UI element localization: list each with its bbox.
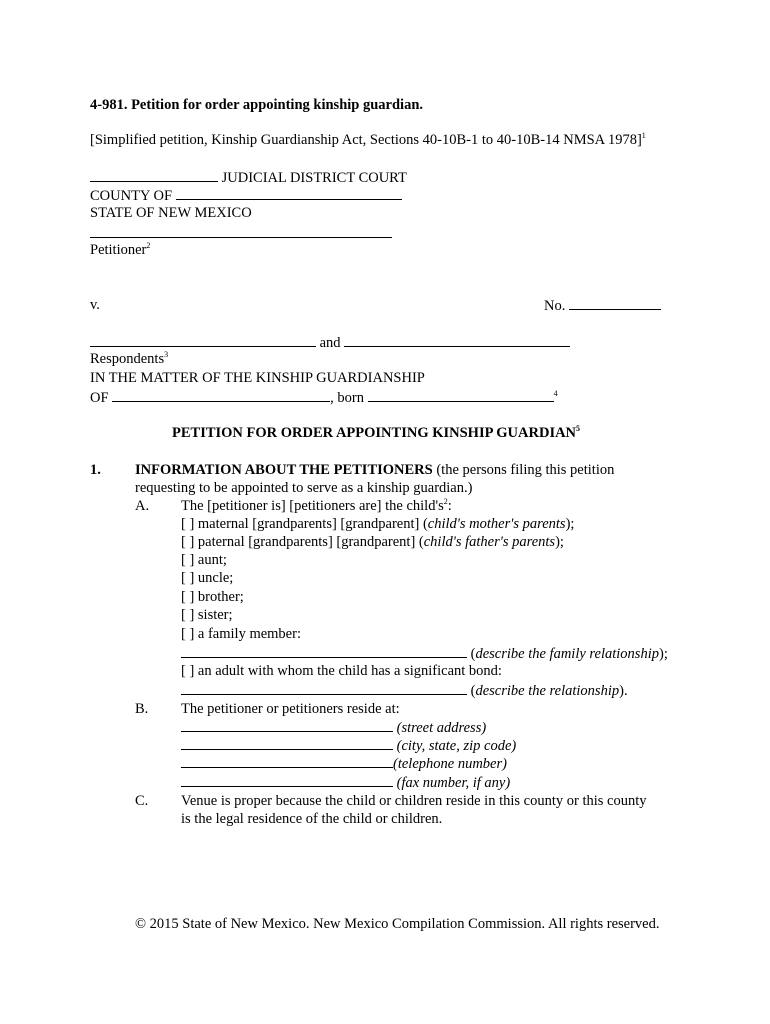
section-1-number: 1.: [90, 462, 101, 478]
street-address-blank[interactable]: [181, 718, 393, 732]
respondent-1-blank[interactable]: [90, 333, 316, 347]
versus: v.: [90, 297, 100, 313]
family-relationship-blank[interactable]: [181, 644, 467, 658]
footnote-ref: 1: [641, 131, 646, 140]
petition-title: PETITION FOR ORDER APPOINTING KINSHIP GUARDIAN$^5$: [172, 424, 581, 441]
county-line: COUNTY OF: [90, 186, 402, 205]
matter-line: IN THE MATTER OF THE KINSHIP GUARDIANSHIP: [90, 370, 425, 386]
copyright-footer: © 2015 State of New Mexico. New Mexico Compilation Commission. All rights reserved.: [135, 916, 660, 932]
petitioner-label: Petitioner$^2$: [90, 241, 151, 258]
fax-blank[interactable]: [181, 773, 393, 787]
section-1-description: requesting to be appointed to serve as a kinship guardian.): [135, 480, 473, 496]
item-b-letter: B.: [135, 701, 149, 717]
item-b-text: The petitioner or petitioners reside at:: [181, 701, 400, 717]
respondents-label: Respondents$^3$: [90, 350, 169, 367]
fax-line: (fax number, if any): [181, 773, 510, 792]
item-c-text: Venue is proper because the child or children reside in this county or this county: [181, 793, 647, 809]
case-number-line: No.: [544, 296, 661, 315]
item-a-text: The [petitioner is] [petitioners are] the $child's^2$:: [181, 497, 452, 514]
city-line: (city, state, zip code): [181, 736, 516, 755]
respondent-2-blank[interactable]: [344, 333, 570, 347]
family-relationship-line: (describe the family relationship);: [181, 644, 668, 663]
case-number-blank[interactable]: [569, 296, 661, 310]
child-name-blank[interactable]: [112, 388, 330, 402]
option-sister[interactable]: [ ] sister;: [181, 607, 233, 623]
street-address-line: (street address): [181, 718, 486, 737]
option-significant-bond[interactable]: [ ] an adult with whom the child has a significant bond:: [181, 663, 502, 679]
state-line: STATE OF NEW MEXICO: [90, 205, 252, 221]
option-brother[interactable]: [ ] brother;: [181, 589, 244, 605]
city-blank[interactable]: [181, 736, 393, 750]
respondents-line: and: [90, 333, 570, 352]
county-blank[interactable]: [176, 186, 402, 200]
telephone-blank[interactable]: [181, 754, 393, 768]
section-heading: 4-981. Petition for order appointing kinship guardian.: [90, 97, 424, 113]
district-court-line: JUDICIAL DISTRICT COURT: [90, 168, 407, 187]
relationship-blank[interactable]: [181, 681, 467, 695]
birth-date-blank[interactable]: [368, 388, 554, 402]
option-aunt[interactable]: [ ] aunt;: [181, 552, 227, 568]
petitioner-blank[interactable]: [90, 224, 392, 238]
child-name-line: OF , born $^4$: [90, 389, 558, 406]
option-maternal[interactable]: [ ] maternal [grandparents] [grandparent] (child's mother's parents);: [181, 516, 575, 532]
district-blank[interactable]: [90, 168, 218, 182]
section-1-heading: INFORMATION ABOUT THE PETITIONERS (the persons filing this petition: [135, 462, 615, 478]
item-c-text-cont: is the legal residence of the child or children.: [181, 811, 443, 827]
statute-reference: [Simplified petition, Kinship Guardianship Act, Sections 40-10B-1 to 40-10B-14 NMSA 1978]$^1$: [90, 131, 646, 148]
relationship-line: (describe the relationship).: [181, 681, 628, 700]
item-c-letter: C.: [135, 793, 149, 809]
item-a-letter: A.: [135, 498, 150, 514]
option-family-member[interactable]: [ ] a family member:: [181, 626, 301, 642]
option-paternal[interactable]: [ ] paternal [grandparents] [grandparent] (child's father's parents);: [181, 534, 564, 550]
option-uncle[interactable]: [ ] uncle;: [181, 570, 234, 586]
telephone-line: (telephone number): [181, 754, 507, 773]
